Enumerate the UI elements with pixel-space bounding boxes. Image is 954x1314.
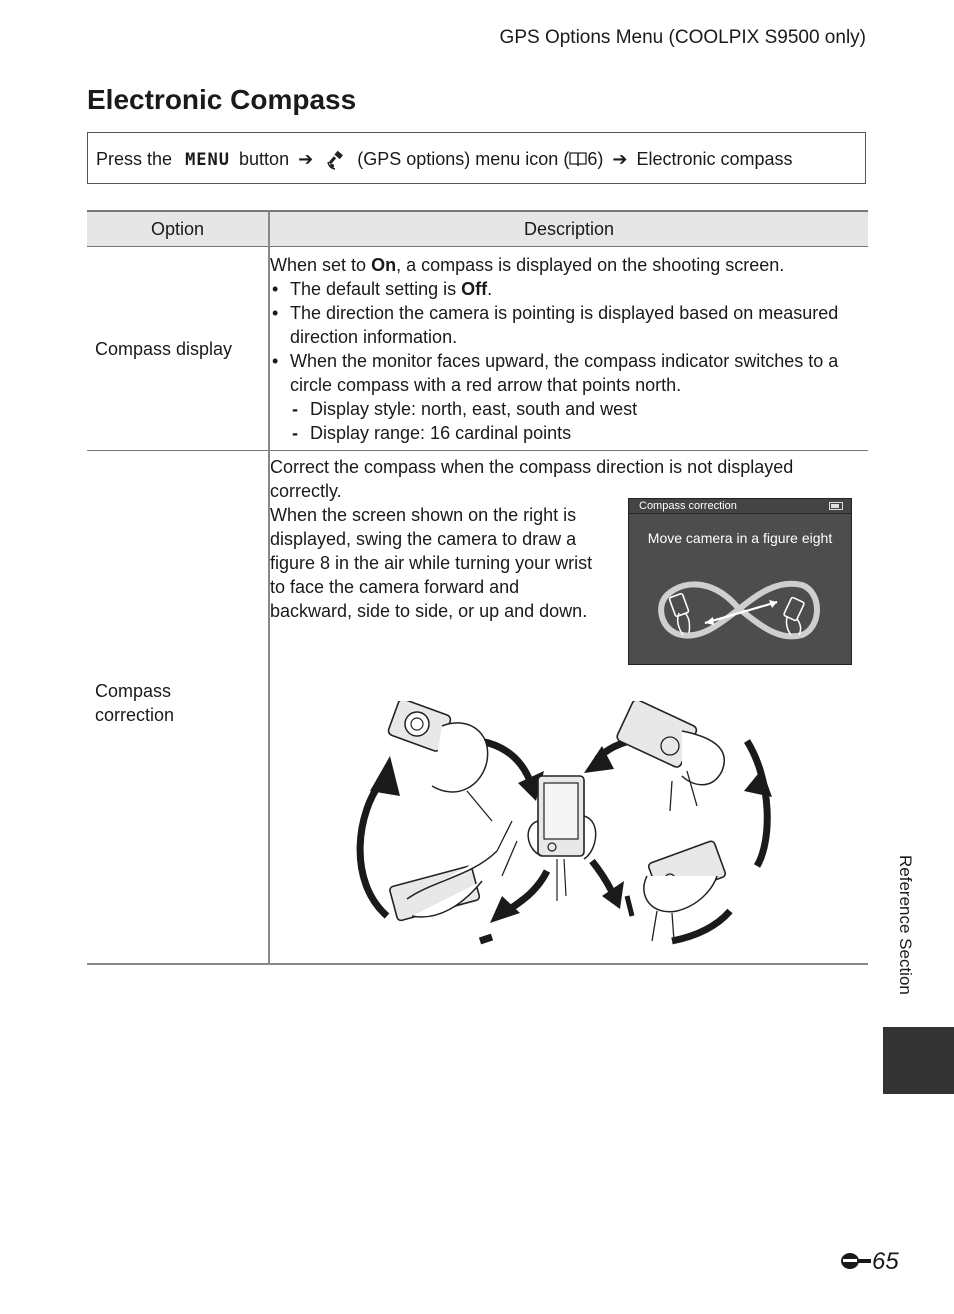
correction-paragraph: Correct the compass when the compass direction is not displayed correctly. [270, 457, 794, 501]
battery-icon [829, 502, 843, 510]
option-compass-correction: Compass correction [95, 681, 175, 725]
arrow-right-icon: ➔ [612, 149, 628, 169]
running-header: GPS Options Menu (COOLPIX S9500 only) [499, 27, 866, 48]
options-table [87, 210, 868, 965]
header-description: Description [269, 211, 868, 247]
gps-satellite-icon [326, 150, 348, 170]
menu-path-page-ref: 6) [587, 149, 604, 169]
list-subitem: - Display style: north, east, south and west [270, 397, 868, 421]
arrow-right-icon: ➔ [298, 149, 314, 169]
page-number: 65 [840, 1248, 899, 1276]
compass-display-bullets [270, 277, 868, 445]
option-cell [87, 247, 269, 451]
header-option: Option [87, 211, 269, 247]
menu-button-icon: MENU [185, 150, 231, 170]
table-row [87, 451, 868, 965]
list-item: • When the monitor faces upward, the compass indicator switches to a circle compass with a red arrow that points north. [270, 349, 868, 397]
list-item: • The direction the camera is pointing is displayed based on measured direction information. [270, 301, 868, 349]
book-reference-icon [569, 151, 587, 167]
page-title: Electronic Compass [87, 84, 357, 115]
menu-path-box [87, 132, 866, 184]
list-subitem: - Display range: 16 cardinal points [270, 421, 868, 445]
menu-path-icon-label: (GPS options) menu icon ( [357, 149, 570, 169]
screen-message: Move camera in a figure eight [647, 530, 833, 546]
screen-title: Compass correction [639, 500, 737, 512]
list-item: • The default setting is Off. [270, 277, 868, 301]
section-tab [883, 1027, 954, 1094]
section-tab-label: Reference Section [896, 855, 915, 995]
menu-path-button-word: button [239, 149, 290, 169]
compass-display-intro: When set to On, a compass is displayed on the shooting screen. [270, 254, 785, 275]
description-cell [269, 247, 868, 451]
correction-instructions: When the screen shown on the right is displayed, swing the camera to draw a figure 8 in the air while turning your wrist to face the camera forward and backward, side to side, or up and down. [270, 505, 593, 621]
table-row [87, 247, 868, 451]
figure-eight-motion-illustration [352, 701, 772, 946]
description-cell [269, 451, 868, 965]
reference-e-icon [840, 1251, 872, 1271]
option-compass-display: Compass display [95, 338, 233, 359]
menu-path-prefix: Press the [96, 149, 173, 169]
option-cell [87, 451, 269, 965]
figure-eight-icon [657, 577, 822, 642]
camera-screen-illustration [628, 498, 852, 665]
menu-path-target: Electronic compass [636, 149, 793, 169]
